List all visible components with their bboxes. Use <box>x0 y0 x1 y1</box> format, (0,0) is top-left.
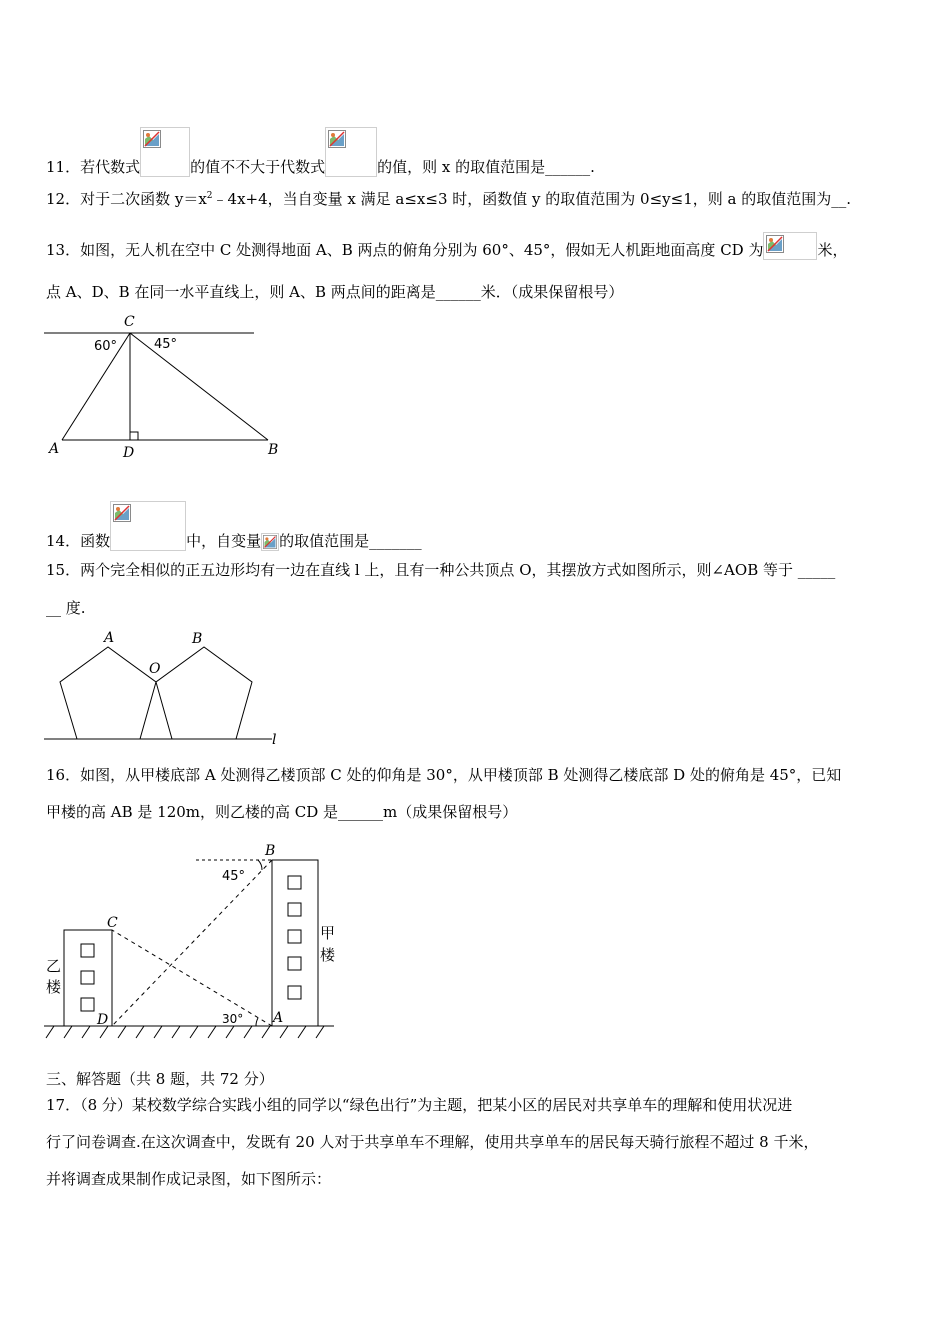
label-O: O <box>149 661 161 677</box>
question-13-line-1: 13．如图，无人机在空中 C 处测得地面 A、B 两点的俯角分别为 60°、45°，假如无人机距地面高度 CD 为 米， <box>46 232 848 260</box>
label-A: A <box>49 441 60 457</box>
formula-image-5 <box>261 533 279 551</box>
pentagon-right <box>156 647 252 739</box>
label-D: D <box>97 1012 109 1028</box>
right-angle-mark <box>130 432 138 440</box>
section-heading: 三、解答题（共 8 题，共 72 分） <box>46 1070 274 1088</box>
formula-image-1 <box>140 127 190 177</box>
ground-hatching <box>46 1026 324 1038</box>
sight-line-BD <box>112 860 272 1026</box>
label-A: A <box>104 630 115 646</box>
question-16-line-2: 甲楼的高 AB 是 120m，则乙楼的高 CD 是______m（成果保留根号） <box>46 803 518 821</box>
question-17-line-2: 行了问卷调查.在这次调查中，发既有 20 人对于共享单车不理解，使用共享单车的居民每天骑行旅程不超过 8 千米， <box>46 1133 819 1151</box>
broken-image-icon <box>328 130 346 148</box>
question-17-line-3: 并将调查成果制作成记录图，如下图所示： <box>46 1170 332 1188</box>
label-C: C <box>107 915 118 931</box>
angle-arc-45 <box>258 860 262 870</box>
label-l: l <box>272 732 277 748</box>
question-16-line-1: 16．如图，从甲楼底部 A 处测得乙楼顶部 C 处的仰角是 30°，从甲楼顶部 B 处测得乙楼底部 D 处的俯角是 45°，已知 <box>46 766 842 784</box>
angle-45-label: 45° <box>222 869 246 884</box>
question-15-line-1: 15．两个完全相似的正五边形均有一边在直线 l 上，且有一种公共顶点 O，其摆放方式如图所示，则∠AOB 等于 _____ <box>46 561 836 579</box>
label-C: C <box>124 314 135 330</box>
broken-image-icon <box>263 535 277 549</box>
label-D: D <box>123 445 135 461</box>
sight-line-AC <box>112 930 272 1026</box>
question-13-line-2: 点 A、D、B 在同一水平直线上，则 A、B 两点间的距离是______米．（成果保留根号） <box>46 283 624 301</box>
broken-image-icon <box>113 504 131 522</box>
question-text: 的值不不大于代数式 <box>190 158 326 176</box>
pentagon-left <box>60 647 156 739</box>
question-14: 14．函数 中，自变量 的取值范围是_______ <box>46 501 422 551</box>
label-yi: 乙 <box>46 957 62 975</box>
label-jia: 甲 <box>320 924 336 942</box>
label-A: A <box>273 1010 284 1026</box>
formula-image-4 <box>110 501 186 551</box>
formula-image-2 <box>325 127 377 177</box>
question-text: 的值，则 x 的取值范围是______. <box>377 158 595 176</box>
question-12: 12．对于二次函数 $y=x^2﹣4x+4$，当自变量 x 满足 a≤x≤3 时，函数值 y 的取值范围为 0≤y≤1，则 a 的取值范围为__. <box>46 190 851 208</box>
question-17-line-1: 17．（8 分）某校数学综合实践小组的同学以“绿色出行”为主题，把某小区的居民对共享单车的理解和使用状况进 <box>46 1096 793 1114</box>
segment-CB <box>130 333 268 440</box>
angle-arc-30 <box>256 1018 258 1026</box>
figure-pentagons <box>44 626 294 751</box>
figure-buildings <box>44 838 344 1048</box>
question-text: 若代数式 <box>80 158 141 176</box>
angle-30-label: 30° <box>222 1012 244 1026</box>
question-11 <box>46 127 595 177</box>
question-number: 11． <box>46 158 81 176</box>
label-lou: 楼 <box>320 946 336 964</box>
label-B: B <box>265 843 276 859</box>
label-B: B <box>192 631 203 647</box>
figure-drone-triangle <box>44 312 284 462</box>
angle-45-label: 45° <box>154 337 178 352</box>
broken-image-icon <box>766 235 784 253</box>
question-15-line-2: __ 度. <box>46 599 86 617</box>
formula-image-3 <box>763 232 817 260</box>
angle-60-label: 60° <box>94 339 118 354</box>
label-lou: 楼 <box>46 978 62 996</box>
broken-image-icon <box>143 130 161 148</box>
label-B: B <box>268 442 279 458</box>
